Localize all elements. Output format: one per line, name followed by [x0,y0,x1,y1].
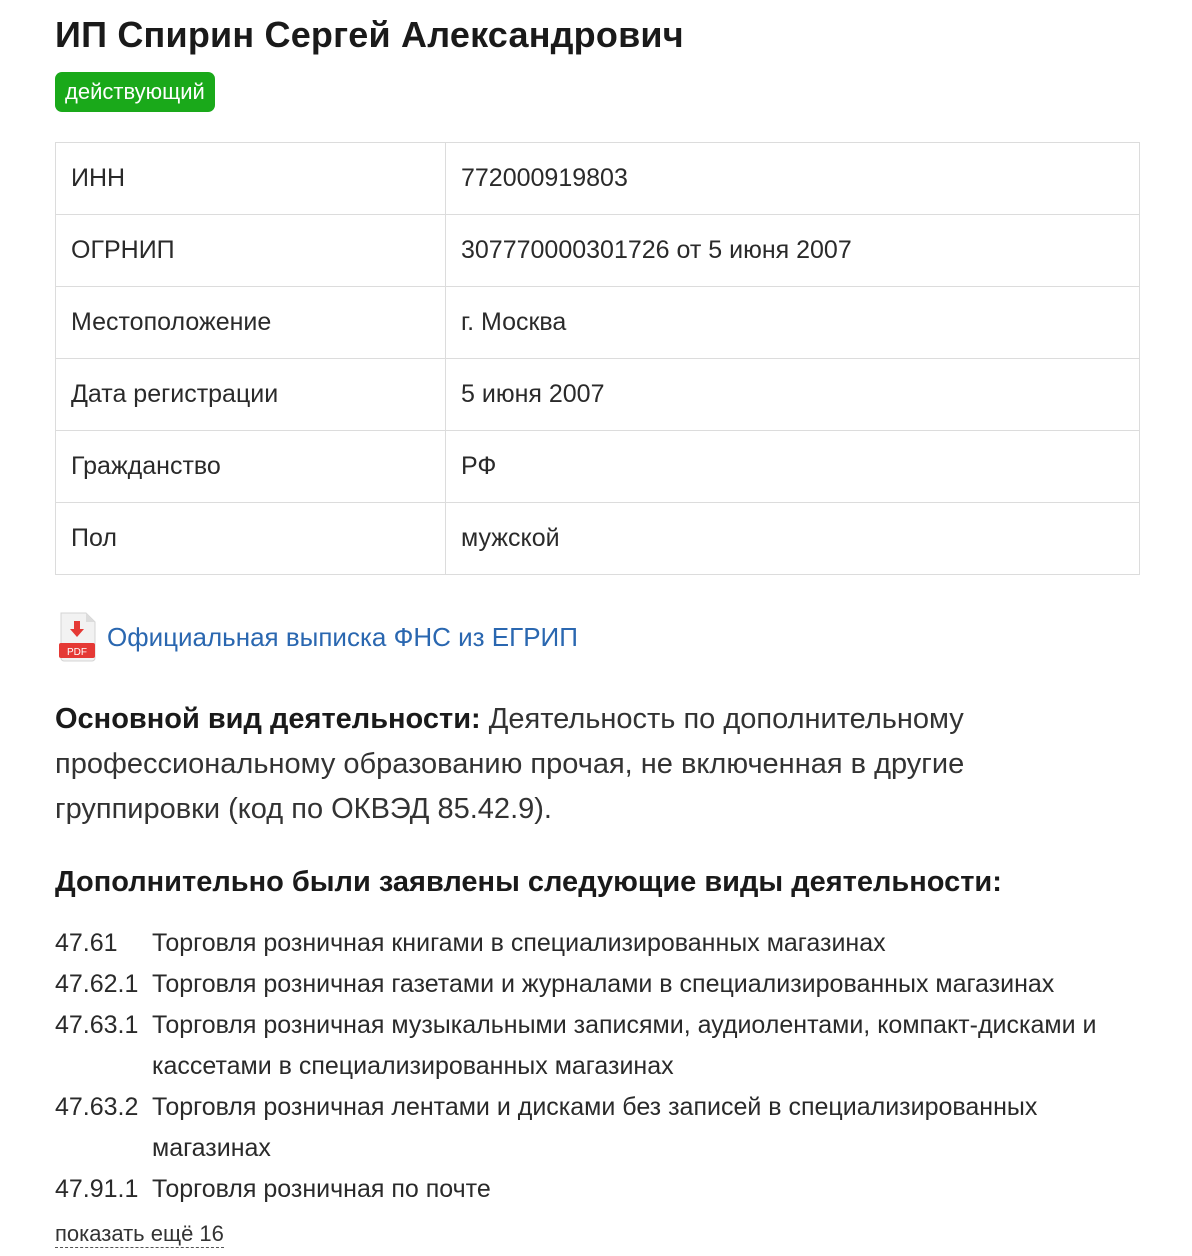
pdf-extract-row [58,612,578,662]
table-row [56,503,1140,575]
table-row [56,359,1140,431]
list-item [55,1087,1140,1169]
detail-value-inn: 772000919803 [446,143,1140,215]
activity-name: Торговля розничная музыкальными записями, аудиолентами, компакт-дисками и кассетами в специализированных магазинах [152,1011,1097,1080]
activity-name: Торговля розничная лентами и дисками без записей в специализированных магазинах [152,1093,1038,1162]
table-row [56,287,1140,359]
table-row [56,143,1140,215]
main-activity-text: Деятельность по дополнительному профессиональному образованию прочая, не включенная в другие группировки (код по ОКВЭД 85.42.9). [55,703,965,825]
activity-code: 47.63.2 [55,1093,139,1121]
main-activity-label: Основной вид деятельности: [55,703,481,735]
detail-label-inn: ИНН [56,143,446,215]
main-activity [55,697,1035,832]
show-more-link[interactable]: показать ещё 16 [55,1221,224,1246]
list-item [55,1169,1140,1210]
detail-value-registration-date: 5 июня 2007 [446,359,1140,431]
detail-label-location: Местоположение [56,287,446,359]
detail-value-location: г. Москва [446,287,1140,359]
table-row [56,431,1140,503]
list-item [55,964,1140,1005]
activity-name: Торговля розничная по почте [152,1175,491,1203]
detail-label-gender: Пол [56,503,446,575]
activity-code: 47.61 [55,929,118,957]
pdf-icon-label: PDF [67,647,87,658]
activity-code: 47.62.1 [55,970,139,998]
pdf-download-icon[interactable] [58,612,98,662]
table-row [56,215,1140,287]
list-item [55,1005,1140,1087]
activity-code: 47.91.1 [55,1175,139,1203]
status-badge: действующий [55,72,215,112]
detail-value-citizenship: РФ [446,431,1140,503]
page-title: ИП Спирин Сергей Александрович [55,14,684,55]
additional-activities-heading: Дополнительно были заявлены следующие виды деятельности: [55,866,1002,898]
detail-label-citizenship: Гражданство [56,431,446,503]
activity-name: Торговля розничная книгами в специализированных магазинах [152,929,886,957]
activity-code: 47.63.1 [55,1011,139,1039]
detail-value-ogrnip: 307770000301726 от 5 июня 2007 [446,215,1140,287]
detail-label-registration-date: Дата регистрации [56,359,446,431]
detail-label-ogrnip: ОГРНИП [56,215,446,287]
additional-activities-list [55,923,1140,1210]
activity-name: Торговля розничная газетами и журналами в специализированных магазинах [152,970,1055,998]
egrip-extract-link[interactable]: Официальная выписка ФНС из ЕГРИП [107,621,578,652]
details-table [55,142,1140,575]
list-item [55,923,1140,964]
detail-value-gender: мужской [446,503,1140,575]
